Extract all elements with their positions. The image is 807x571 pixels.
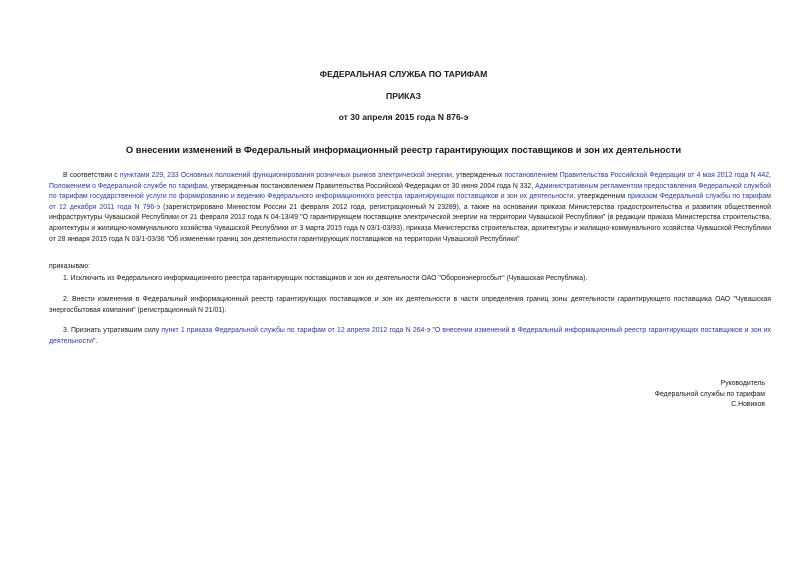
order-item-3-text: ": [430, 327, 435, 334]
signature-name: С.Новиков: [731, 401, 765, 409]
document-title: О внесении изменений в Федеральный информационный реестр гарантирующих поставщиков и зон их деятельности: [125, 144, 682, 155]
signature-organization: Федеральной службы по тарифам: [654, 390, 765, 398]
preamble-text: ,: [163, 172, 168, 179]
document-type: ПРИКАЗ: [386, 91, 421, 101]
preamble-text: (зарегистрировано Минюстом России 21 февраля 2012 года, регистрационный N 23289), а также на основании приказа Министерства градостроительства и развития общественной инфраструктуры Чувашской Республики от 21 февраля 2012 года N 04-13/49 "О гарантирующем поставщике электрической энергии на территории Чувашской Республики" (в редакции приказа Министерства строительства, архитектуры и жилищно-коммунального хозяйства Чувашской Республики от 3 марта 2015 года N 03/1-03/93), приказа Министерства строительства, архитектуры и жилищно-коммунального хозяйства Чувашской Республики от 28 января 2015 года N 03/1-03/36 "Об изменении границ зон деятельности гарантирующих поставщиков на территории Чувашской Республики": [49, 203, 771, 243]
preamble-text: , утвержденным постановлением Правительства Российской Федерации от 30 июня 2004 года N 332,: [207, 182, 536, 190]
order-item-3-text: ".: [92, 337, 98, 345]
agency-heading: ФЕДЕРАЛЬНАЯ СЛУЖБА ПО ТАРИФАМ: [319, 69, 488, 79]
order-item-2: 2. Внести изменения в Федеральный информационный реестр гарантирующих поставщиков и зон их деятельности в части определения границ зоны деятельности гарантирующего поставщика ОАО "Чувашская энергосбытовая компания" (регистрационный N 21/01).: [49, 296, 771, 314]
link-regulation-fst[interactable]: Положением о Федеральной службе по тарифам: [49, 182, 208, 190]
link-order-264e-title[interactable]: О внесении изменений в Федеральный информационный реестр гарантирующих поставщиков и зон их деятельности: [49, 327, 771, 345]
preamble-text: , утвержденных: [452, 172, 505, 179]
preamble-text: , утвержденным: [573, 193, 628, 201]
document-date-number: от 30 апреля 2015 года N 876-э: [338, 112, 469, 122]
signature-block: [655, 379, 765, 411]
signature-position: Руководитель: [720, 380, 765, 387]
link-order-264e-item-1[interactable]: пункт 1 приказа Федеральной службы по тарифам от 12 апреля 2012 года N 264-э: [161, 327, 431, 334]
orders-label: приказываю:: [49, 263, 90, 270]
order-item-3-text: 3. Признать утратившим силу: [63, 327, 162, 334]
link-administrative-regulation[interactable]: Административным регламентом предоставления Федеральной службой по тарифам государственной услуги по формированию и ведению Федерального информационного реестра гарантирующих поставщиков и зон их деятельности: [49, 182, 771, 201]
preamble-text: В соответствии с: [63, 172, 120, 179]
link-government-resolution-442[interactable]: постановлением Правительства Российской Федерации от 4 мая 2012 года N 442: [504, 172, 770, 179]
link-order-796e[interactable]: приказом Федеральной службы по тарифам от 12 декабря 2011 года N 796-э: [49, 193, 772, 211]
order-item-3: [49, 326, 771, 347]
preamble-paragraph: [49, 171, 771, 245]
preamble-text: ,: [769, 172, 771, 179]
link-basic-provisions[interactable]: 233 Основных положений функционирования розничных рынков электрической энергии: [167, 172, 452, 179]
link-item-229[interactable]: пунктами 229: [119, 172, 164, 179]
order-item-1: 1. Исключить из Федерального информационного реестра гарантирующих поставщиков и зон их деятельности ОАО "Оборонэнергосбыт" (Чувашская Республика).: [63, 275, 588, 282]
